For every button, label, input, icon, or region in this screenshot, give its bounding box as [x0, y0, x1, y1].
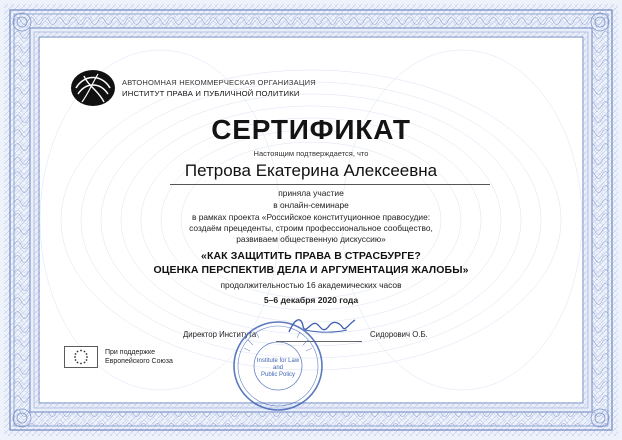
- handwritten-signature-icon: [285, 312, 357, 342]
- participation-text: приняла участие: [278, 188, 344, 198]
- recipient-name: Петрова Екатерина Алексеевна: [184, 161, 438, 180]
- project-line-1: в рамках проекта «Российское конституционное правосудие:: [191, 212, 431, 222]
- organization-header: [68, 68, 316, 108]
- eu-flag-icon: [64, 346, 98, 368]
- support-line-2: Европейского Союза: [105, 358, 173, 365]
- eu-support-block: [64, 346, 173, 368]
- certificate-title: СЕРТИФИКАТ: [211, 114, 411, 145]
- certificate-body: [40, 38, 582, 402]
- organization-type: АВТОНОМНАЯ НЕКОММЕРЧЕСКАЯ ОРГАНИЗАЦИЯ: [122, 78, 316, 87]
- event-dates: 5–6 декабря 2020 года: [263, 295, 359, 305]
- support-line-1: При поддержке: [105, 349, 155, 356]
- director-label: Директор Института: [183, 330, 257, 339]
- signature-area: [40, 318, 582, 402]
- duration-text: продолжительностью 16 академических часов: [220, 280, 402, 290]
- seminar-title-line-2: ОЦЕНКА ПЕРСПЕКТИВ ДЕЛА И АРГУМЕНТАЦИЯ ЖАЛОБЫ»: [153, 264, 469, 276]
- project-line-2: создаём прецеденты, строим профессиональное сообщество,: [189, 223, 433, 233]
- event-type: в онлайн-семинаре: [273, 200, 349, 210]
- institute-logo-icon: [68, 68, 118, 108]
- seal-text-line-1: Institute for Law: [256, 358, 300, 364]
- name-underline: [170, 184, 490, 185]
- confirmation-text: Настоящим подтверждается, что: [253, 149, 369, 158]
- signer-name: Сидорович О.Б.: [370, 330, 428, 339]
- project-line-3: развиваем общественную дискуссию»: [236, 234, 386, 244]
- seal-text-line-3: Public Policy: [260, 372, 296, 378]
- seminar-title-line-1: «КАК ЗАЩИТИТЬ ПРАВА В СТРАСБУРГЕ?: [201, 250, 421, 262]
- organization-name: ИНСТИТУТ ПРАВА И ПУБЛИЧНОЙ ПОЛИТИКИ: [122, 89, 300, 98]
- seal-text-line-2: and: [272, 365, 284, 371]
